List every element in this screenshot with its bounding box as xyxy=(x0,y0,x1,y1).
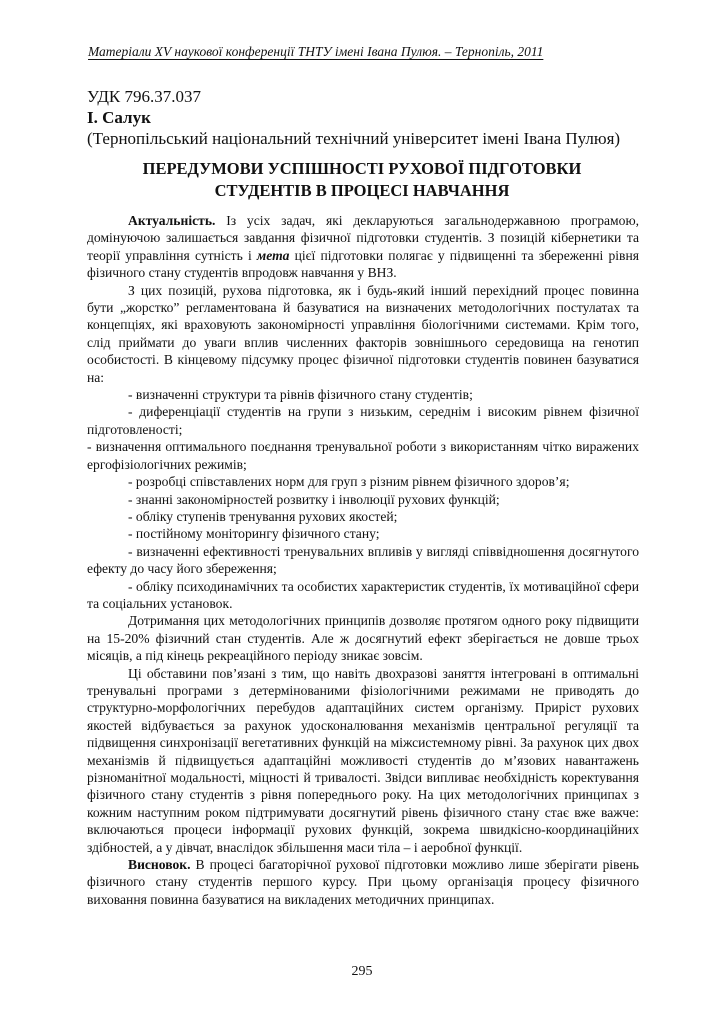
list-item: - розробці співставлених норм для груп з різним рівнем фізичного здоров’я; xyxy=(128,474,570,490)
paragraph-circumstances: Ці обставини пов’язані з тим, що навіть двохразові заняття інтегровані в оптимальні тренувальні програми з детермінованими фізіологічними режимами не приводять до структурно-морфологічних перебудов адаптаційних систем організму. Приріст рухових якостей відбувається за рахунок удосконалювання механізмів центральної регуляції та підвищення синхронізації вегетативних функцій на міжсистемному рівні. За рахунок цих двох механізмів й підвищується адаптаційні можливості студентів до м’язових навантажень різноманітної модальності, міцності й тривалості. Звідси випливає необхідність коректування фізичного стану студентів з рівня попереднього року. На цих методологічних принципах з кожним наступним роком підтримувати досягнутий рівень фізичного стану стає вже важче: включаються процеси інформації рухових функцій, зокрема швидкісно-координаційних здібностей, а у дівчат, внаслідок збільшення маси тіла – і аеробної функції. xyxy=(87,665,639,855)
page-number: 295 xyxy=(351,964,373,979)
paragraph-conclusion xyxy=(87,856,639,908)
list-item: - знанні закономірностей розвитку і інволюції рухових функцій; xyxy=(128,491,500,507)
conclusion-text: В процесі багаторічної рухової підготовки можливо лише зберігати рівень фізичного стану студентів першого курсу. При цьому організація процесу фізичного виховання повинна базуватися на викладених методичних принципах. xyxy=(87,857,639,907)
article-title xyxy=(87,158,637,202)
udc-code: УДК 796.37.037 xyxy=(87,87,202,106)
article-body xyxy=(87,212,639,908)
title-line-2: СТУДЕНТІВ В ПРОЦЕСІ НАВЧАННЯ xyxy=(214,181,510,200)
affiliation: (Тернопільський національний технічний університет імені Івана Пулюя) xyxy=(87,129,621,148)
running-header: Матеріали XV наукової конференції ТНТУ імені Івана Пулюя. – Тернопіль, 2011 xyxy=(88,44,544,59)
list-item: - визначенні структури та рівнів фізичного стану студентів; xyxy=(128,387,473,403)
relevance-text-a: Із усіх задач, які декларуються загальнодержавною програмою, домінуючою залишається завдання фізичної підготовки студентів. З позицій кібернетики та теорії управління сутність і xyxy=(87,213,639,263)
relevance-heading: Актуальність. xyxy=(128,213,216,228)
paragraph-relevance xyxy=(87,212,639,282)
list-item: - обліку психодинамічних та особистих характеристик студентів, їх мотиваційної сфери та соціальних установок. xyxy=(87,578,639,611)
paragraph-compliance: Дотримання цих методологічних принципів дозволяє протягом одного року підвищити на 15-20% фізичний стан студентів. Але ж досягнутий ефект зберігається не довше трьох місяців, а під кінець рекреаційного періоду зникає зовсім. xyxy=(87,613,639,664)
list-item: - визначення оптимального поєднання тренувальної роботи з використанням чітко виражених ергофізіологічних режимів; xyxy=(87,439,639,472)
title-line-1: ПЕРЕДУМОВИ УСПІШНОСТІ РУХОВОЇ ПІДГОТОВКИ xyxy=(142,159,582,178)
paragraph-positions: З цих позицій, рухова підготовка, як і будь-який інший перехідний процес повинна бути „жорстко” регламентована й базуватися на визначених методологічних постулатах та концепціях, які враховують закономірності управління біологічними системами. Крім того, слід приймати до уваги вплив численних факторів зовнішнього середовища на генотип особистості. В кінцевому підсумку процес фізичної підготовки студентів повинен базуватися на: xyxy=(87,282,639,385)
list-item: - обліку ступенів тренування рухових якостей; xyxy=(128,508,398,524)
list-item: - постійному моніторингу фізичного стану; xyxy=(128,526,380,542)
relevance-text-b: цієї підготовки полягає у підвищенні та збереженні рівня фізичного стану студентів впродовж навчання у ВНЗ. xyxy=(87,247,639,281)
article-meta xyxy=(87,86,647,149)
list-item: - визначенні ефективності тренувальних впливів у вигляді співвідношення досягнутого ефекту до часу його збереження; xyxy=(87,543,639,577)
list-item: - диференціації студентів на групи з низьким, середнім і високим рівнем фізичної підготовленості; xyxy=(87,404,639,437)
conclusion-heading: Висновок. xyxy=(128,857,191,873)
author-name: І. Салук xyxy=(87,108,151,127)
goal-term: мета xyxy=(256,247,290,263)
